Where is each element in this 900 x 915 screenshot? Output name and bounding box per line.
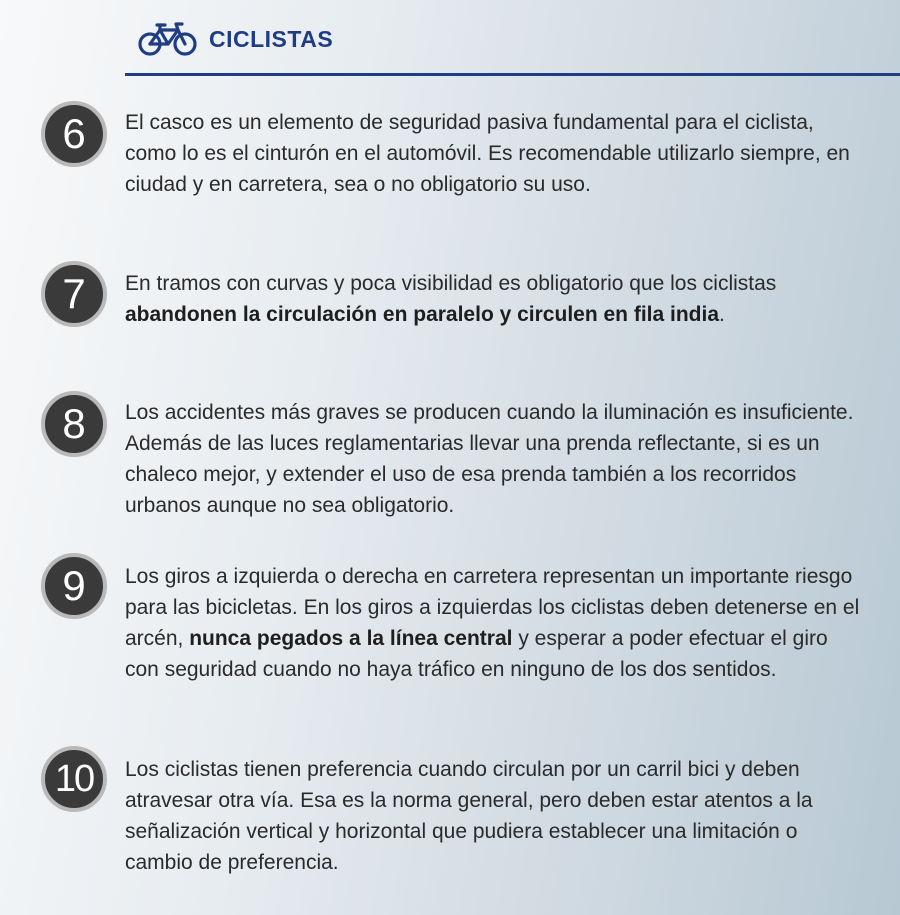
item-text-run: y esperar a poder efectuar el giro con seguridad cuando no haya tráfico en ninguno de los dos sentidos. [125,627,828,681]
item-text [125,268,865,330]
item-text-run: . [719,303,725,326]
item-text [125,754,865,878]
item-text-run: Los accidentes más graves se producen cuando la iluminación es insuficiente. Además de las luces reglamentarias llevar una prenda reflectante, si es un chaleco mejor, y extender el uso de esa prenda también a los recorridos urbanos aunque no sea obligatorio. [125,401,854,517]
item-text [125,397,865,521]
item-number-badge: 9 [41,553,107,619]
section-header [125,0,900,76]
item-text-run: El casco es un elemento de seguridad pasiva fundamental para el ciclista, como lo es el cinturón en el automóvil. Es recomendable utilizarlo siempre, en ciudad y en carretera, sea o no obligatorio su uso. [125,111,850,196]
item-number-badge: 6 [41,101,107,167]
item-text-emphasis: nunca pegados a la línea central [189,627,513,650]
item-number-badge: 7 [41,261,107,327]
item-text-run: En tramos con curvas y poca visibilidad es obligatorio que los ciclistas [125,272,777,295]
item-text [125,107,865,200]
item-text-run: Los giros a izquierda o derecha en carretera representan un importante riesgo para las bicicletas. En los giros a izquierdas los ciclistas deben detenerse en el arcén, [125,565,860,650]
section-title: CICLISTAS [209,26,334,52]
item-text-emphasis: abandonen la circulación en paralelo y circulen en fila india [125,303,720,326]
item-text-run: Los ciclistas tienen preferencia cuando circulan por un carril bici y deben atravesar otra vía. Esa es la norma general, pero deben estar atentos a la señalización vertical y horizontal que pudiera establecer una limitación o cambio de preferencia. [125,758,813,874]
item-number-badge: 8 [41,391,107,457]
item-number-badge: 10 [41,746,107,812]
bicycle-icon [138,21,198,57]
item-text [125,561,865,685]
